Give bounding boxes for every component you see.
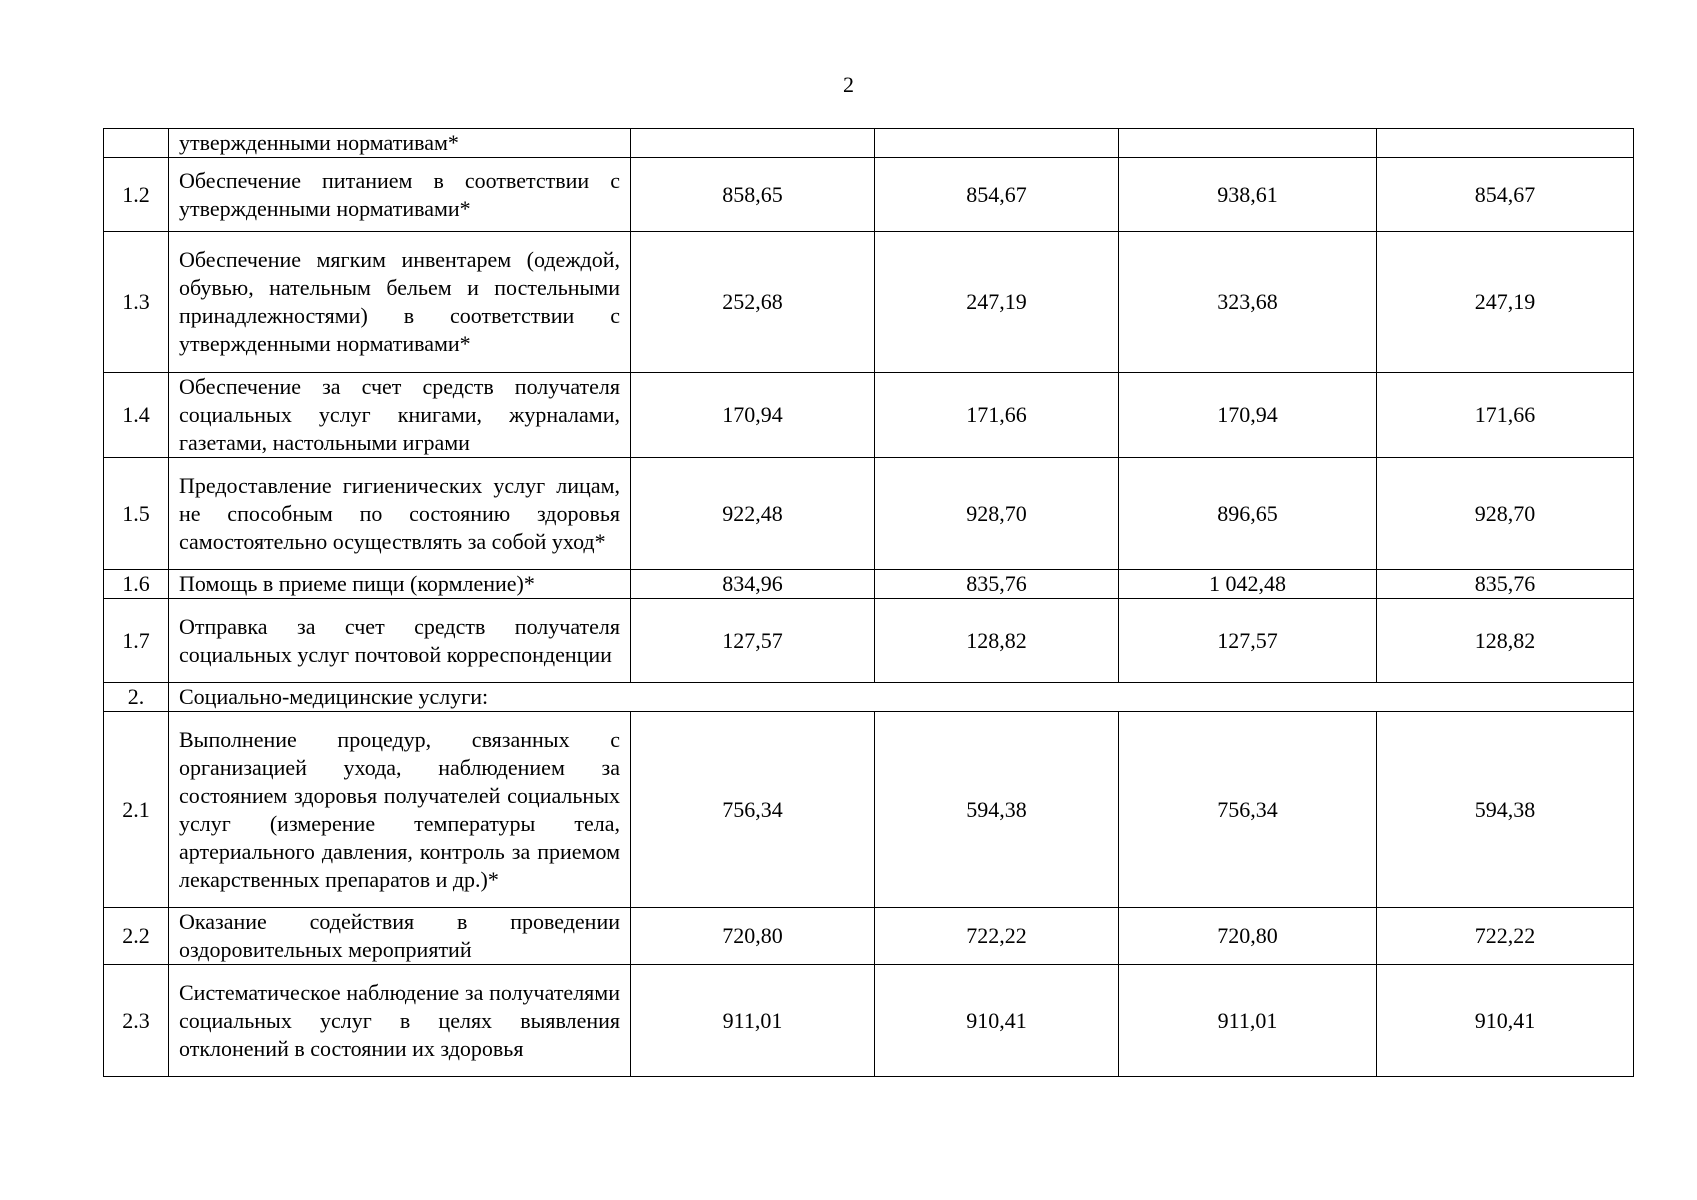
page-number: 2 <box>843 72 854 97</box>
value-col-4: 854,67 <box>1377 158 1634 232</box>
value-col-2 <box>875 129 1119 158</box>
row-number: 1.7 <box>104 599 169 683</box>
service-description: Оказание содействия в проведении оздоровительных мероприятий <box>169 908 631 965</box>
row-number: 2.1 <box>104 712 169 908</box>
value-col-3: 127,57 <box>1119 599 1377 683</box>
row-number: 2. <box>104 683 169 712</box>
value-col-1: 127,57 <box>631 599 875 683</box>
value-col-3 <box>1119 129 1377 158</box>
value-col-3: 756,34 <box>1119 712 1377 908</box>
value-col-4: 910,41 <box>1377 965 1634 1077</box>
value-col-4: 128,82 <box>1377 599 1634 683</box>
value-col-4: 594,38 <box>1377 712 1634 908</box>
value-col-2: 854,67 <box>875 158 1119 232</box>
section-title: Социально-медицинские услуги: <box>169 683 1634 712</box>
value-col-2: 247,19 <box>875 232 1119 373</box>
table-body <box>104 129 1634 1077</box>
value-col-1: 911,01 <box>631 965 875 1077</box>
value-col-1: 834,96 <box>631 570 875 599</box>
value-col-2: 171,66 <box>875 373 1119 458</box>
value-col-4: 928,70 <box>1377 458 1634 570</box>
value-col-3: 1 042,48 <box>1119 570 1377 599</box>
service-description: Систематическое наблюдение за получателями социальных услуг в целях выявления отклонений в состоянии их здоровья <box>169 965 631 1077</box>
service-description: утвержденными нормативам* <box>169 129 631 158</box>
table-row <box>104 373 1634 458</box>
value-col-1 <box>631 129 875 158</box>
service-description: Обеспечение за счет средств получателя социальных услуг книгами, журналами, газетами, настольными играми <box>169 373 631 458</box>
value-col-4: 171,66 <box>1377 373 1634 458</box>
service-description: Отправка за счет средств получателя социальных услуг почтовой корреспонденции <box>169 599 631 683</box>
value-col-2: 128,82 <box>875 599 1119 683</box>
value-col-3: 720,80 <box>1119 908 1377 965</box>
row-number: 2.3 <box>104 965 169 1077</box>
value-col-3: 911,01 <box>1119 965 1377 1077</box>
value-col-1: 720,80 <box>631 908 875 965</box>
table-row <box>104 965 1634 1077</box>
service-description: Предоставление гигиенических услуг лицам, не способным по состоянию здоровья самостоятельно осуществлять за собой уход* <box>169 458 631 570</box>
value-col-1: 170,94 <box>631 373 875 458</box>
value-col-4: 247,19 <box>1377 232 1634 373</box>
table-row <box>104 458 1634 570</box>
value-col-2: 928,70 <box>875 458 1119 570</box>
table-row <box>104 908 1634 965</box>
row-number: 1.4 <box>104 373 169 458</box>
value-col-1: 252,68 <box>631 232 875 373</box>
value-col-2: 594,38 <box>875 712 1119 908</box>
value-col-3: 938,61 <box>1119 158 1377 232</box>
table-row <box>104 712 1634 908</box>
service-description: Обеспечение питанием в соответствии с утвержденными нормативами* <box>169 158 631 232</box>
table-row <box>104 129 1634 158</box>
row-number: 1.3 <box>104 232 169 373</box>
value-col-1: 922,48 <box>631 458 875 570</box>
table-row <box>104 232 1634 373</box>
service-description: Помощь в приеме пищи (кормление)* <box>169 570 631 599</box>
value-col-4: 722,22 <box>1377 908 1634 965</box>
value-col-3: 323,68 <box>1119 232 1377 373</box>
value-col-2: 910,41 <box>875 965 1119 1077</box>
row-number: 1.5 <box>104 458 169 570</box>
row-number <box>104 129 169 158</box>
row-number: 1.2 <box>104 158 169 232</box>
row-number: 1.6 <box>104 570 169 599</box>
value-col-2: 722,22 <box>875 908 1119 965</box>
value-col-4: 835,76 <box>1377 570 1634 599</box>
value-col-1: 756,34 <box>631 712 875 908</box>
value-col-3: 170,94 <box>1119 373 1377 458</box>
services-tariff-table <box>103 128 1634 1077</box>
table-row <box>104 599 1634 683</box>
service-description: Обеспечение мягким инвентарем (одеждой, обувью, нательным бельем и постельными принадлежностями) в соответствии с утвержденными нормативами* <box>169 232 631 373</box>
value-col-1: 858,65 <box>631 158 875 232</box>
value-col-2: 835,76 <box>875 570 1119 599</box>
value-col-3: 896,65 <box>1119 458 1377 570</box>
row-number: 2.2 <box>104 908 169 965</box>
table-row <box>104 158 1634 232</box>
section-row <box>104 683 1634 712</box>
service-description: Выполнение процедур, связанных с организацией ухода, наблюдением за состоянием здоровья получателей социальных услуг (измерение температуры тела, артериального давления, контроль за приемом лекарственных препаратов и др.)* <box>169 712 631 908</box>
table-row <box>104 570 1634 599</box>
value-col-4 <box>1377 129 1634 158</box>
